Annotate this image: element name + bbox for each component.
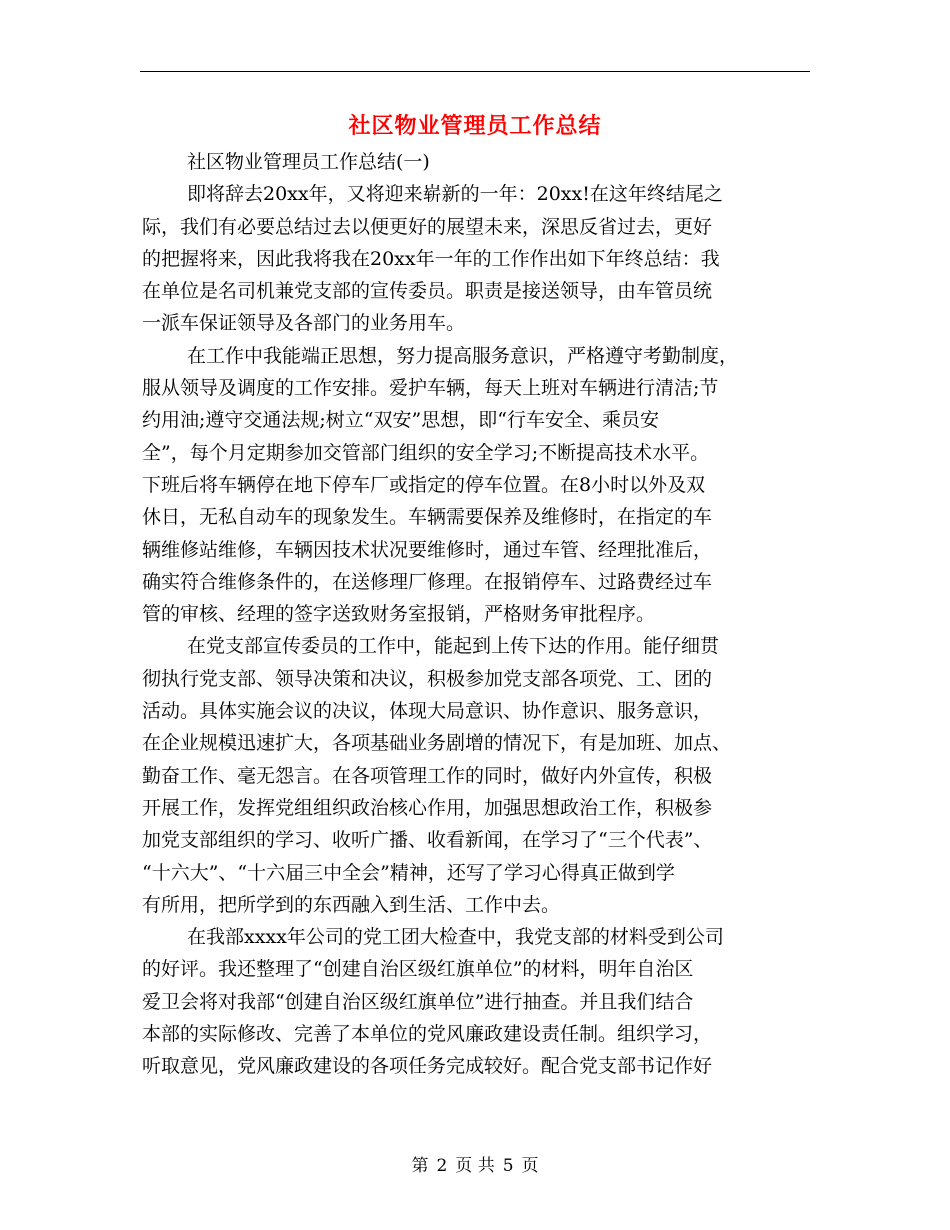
text-line: 勤奋工作、毫无怨言。在各项管理工作的同时，做好内外宣传，积极	[142, 764, 713, 787]
text-line: “十六大”、“十六届三中全会”精神，还写了学习心得真正做到学	[142, 861, 675, 884]
text-line: 爱卫会将对我部“创建自治区级红旗单位”进行抽查。并且我们结合	[142, 990, 694, 1013]
text-line: 下班后将车辆停在地下停车厂或指定的停车位置。在8小时以外及双	[142, 473, 706, 496]
text-line: 在工作中我能端正思想，努力提高服务意识，严格遵守考勤制度，	[187, 344, 739, 367]
text-line: 辆维修站维修，车辆因技术状况要维修时，通过车管、经理批准后，	[142, 538, 713, 561]
text-line: 加党支部组织的学习、收听广播、收看新闻，在学习了“三个代表”、	[142, 829, 713, 852]
document-title: 社区物业管理员工作总结	[348, 113, 602, 139]
text-line: 在单位是名司机兼党支部的宣传委员。职责是接送领导，由车管员统	[142, 280, 713, 303]
text-line: 社区物业管理员工作总结(一)	[187, 151, 430, 173]
text-line: 确实符合维修条件的，在送修理厂修理。在报销停车、过路费经过车	[142, 570, 713, 593]
footer-total-pages: 5	[502, 1156, 514, 1176]
text-line: 的把握将来，因此我将我在20xx年一年的工作作出如下年终总结：我	[142, 247, 720, 270]
text-line: 的好评。我还整理了“创建自治区级红旗单位”的材料，明年自治区	[142, 958, 694, 981]
text-line: 服从领导及调度的工作安排。爱护车辆，每天上班对车辆进行清洁;节	[142, 377, 719, 400]
text-line: 有所用，把所学到的东西融入到生活、工作中去。	[142, 893, 561, 916]
text-line: 休日，无私自动车的现象发生。车辆需要保养及维修时，在指定的车	[142, 506, 713, 529]
text-line: 在企业规模迅速扩大，各项基础业务剧增的情况下，有是加班、加点、	[142, 732, 732, 755]
text-line: 在我部xxxx年公司的党工团大检查中，我党支部的材料受到公司	[187, 926, 724, 949]
header-rule	[140, 71, 810, 72]
text-line: 约用油;遵守交通法规;树立“双安”思想，即“行车安全、乘员安	[142, 409, 659, 432]
footer-middle: 页 共	[455, 1156, 495, 1176]
text-line: 全”，每个月定期参加交管部门组织的安全学习;不断提高技术水平。	[142, 441, 710, 464]
text-line: 活动。具体实施会议的决议，体现大局意识、协作意识、服务意识，	[142, 700, 713, 723]
text-line: 一派车保证领导及各部门的业务用车。	[142, 312, 466, 335]
footer-suffix: 页	[521, 1156, 539, 1176]
text-line: 彻执行党支部、领导决策和决议，积极参加党支部各项党、工、团的	[142, 667, 713, 690]
text-line: 在党支部宣传委员的工作中，能起到上传下达的作用。能仔细贯	[187, 635, 720, 658]
text-line: 即将辞去20xx年，又将迎来崭新的一年：20xx!在这年终结尾之	[187, 183, 723, 206]
document-body	[142, 146, 805, 1083]
text-line: 管的审核、经理的签字送致财务室报销，严格财务审批程序。	[142, 603, 656, 626]
text-line: 际，我们有必要总结过去以便更好的展望未来，深思反省过去，更好	[142, 215, 713, 238]
page-footer	[0, 1154, 950, 1178]
footer-page-number: 2	[436, 1156, 448, 1176]
text-line: 开展工作，发挥党组组织政治核心作用，加强思想政治工作，积极参	[142, 796, 713, 819]
text-line: 本部的实际修改、完善了本单位的党风廉政建设责任制。组织学习，	[142, 1023, 713, 1046]
footer-prefix: 第	[411, 1156, 429, 1176]
text-line: 听取意见，党风廉政建设的各项任务完成较好。配合党支部书记作好	[142, 1055, 713, 1078]
